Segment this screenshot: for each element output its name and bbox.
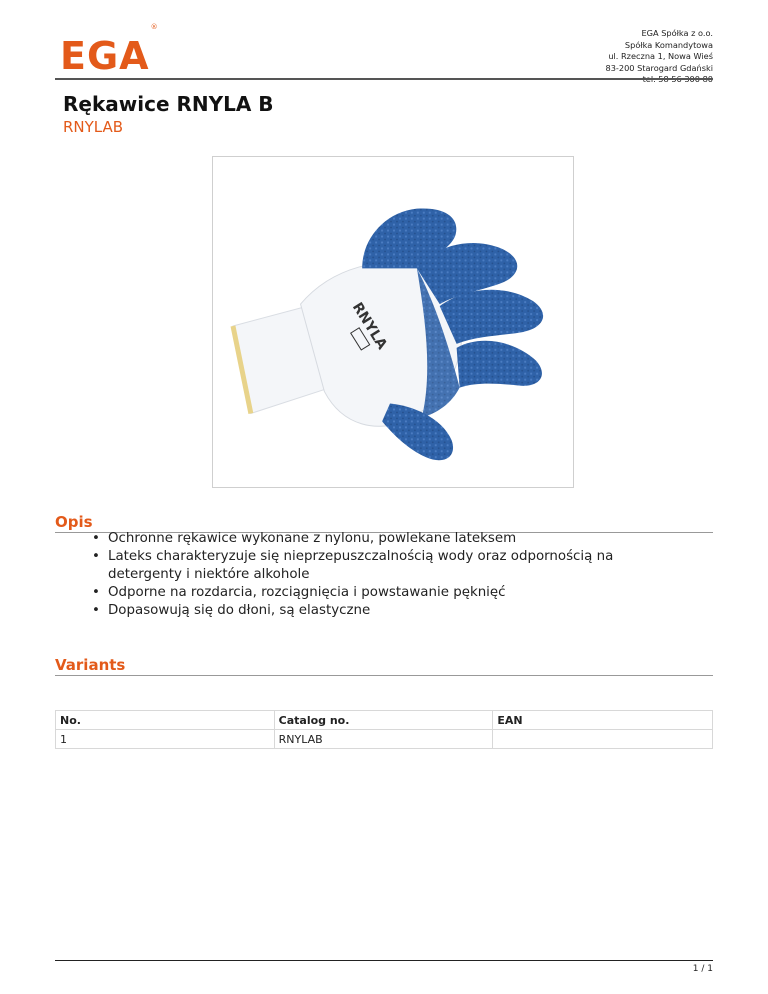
glove-print-text: RNYLA	[348, 299, 391, 353]
page-header	[55, 0, 713, 79]
column-header-ean: EAN	[493, 711, 713, 730]
cell-catalog: RNYLAB	[274, 730, 493, 749]
variants-heading: Variants	[55, 656, 126, 674]
product-image	[212, 156, 574, 488]
company-street: ul. Rzeczna 1, Nowa Wieś	[608, 51, 713, 62]
list-item: • Dopasowują się do dłoni, są elastyczne	[108, 602, 668, 620]
table-row	[56, 730, 713, 749]
list-item: • Lateks charakteryzuje się nieprzepuszczalnością wody oraz odpornością na detergenty i niektóre alkohole	[108, 548, 668, 584]
variants-divider	[55, 675, 713, 676]
list-item: • Ochronne rękawice wykonane z nylonu, powlekane lateksem	[108, 530, 668, 548]
product-title: Rękawice RNYLA B	[63, 92, 274, 116]
header-divider	[55, 78, 713, 80]
glove-icon	[213, 157, 573, 487]
cell-no: 1	[56, 730, 275, 749]
cell-ean	[493, 730, 713, 749]
column-header-catalog: Catalog no.	[274, 711, 493, 730]
variants-table	[55, 710, 713, 749]
ega-logo: EGA®	[60, 23, 159, 78]
column-header-no: No.	[56, 711, 275, 730]
company-phone	[606, 74, 714, 86]
page-number: 1 / 1	[692, 964, 713, 974]
company-type: Spółka Komandytowa	[624, 39, 713, 50]
company-name: EGA Spółka z o.o.	[641, 28, 713, 38]
product-code: RNYLAB	[63, 118, 124, 136]
table-header-row	[56, 711, 713, 730]
list-item: • Odporne na rozdarcia, rozciągnięcia i powstawanie pęknięć	[108, 584, 668, 602]
description-heading: Opis	[55, 513, 93, 531]
description-list	[108, 530, 668, 620]
company-city: 83-200 Starogard Gdański	[605, 62, 713, 73]
footer-divider	[55, 960, 713, 961]
